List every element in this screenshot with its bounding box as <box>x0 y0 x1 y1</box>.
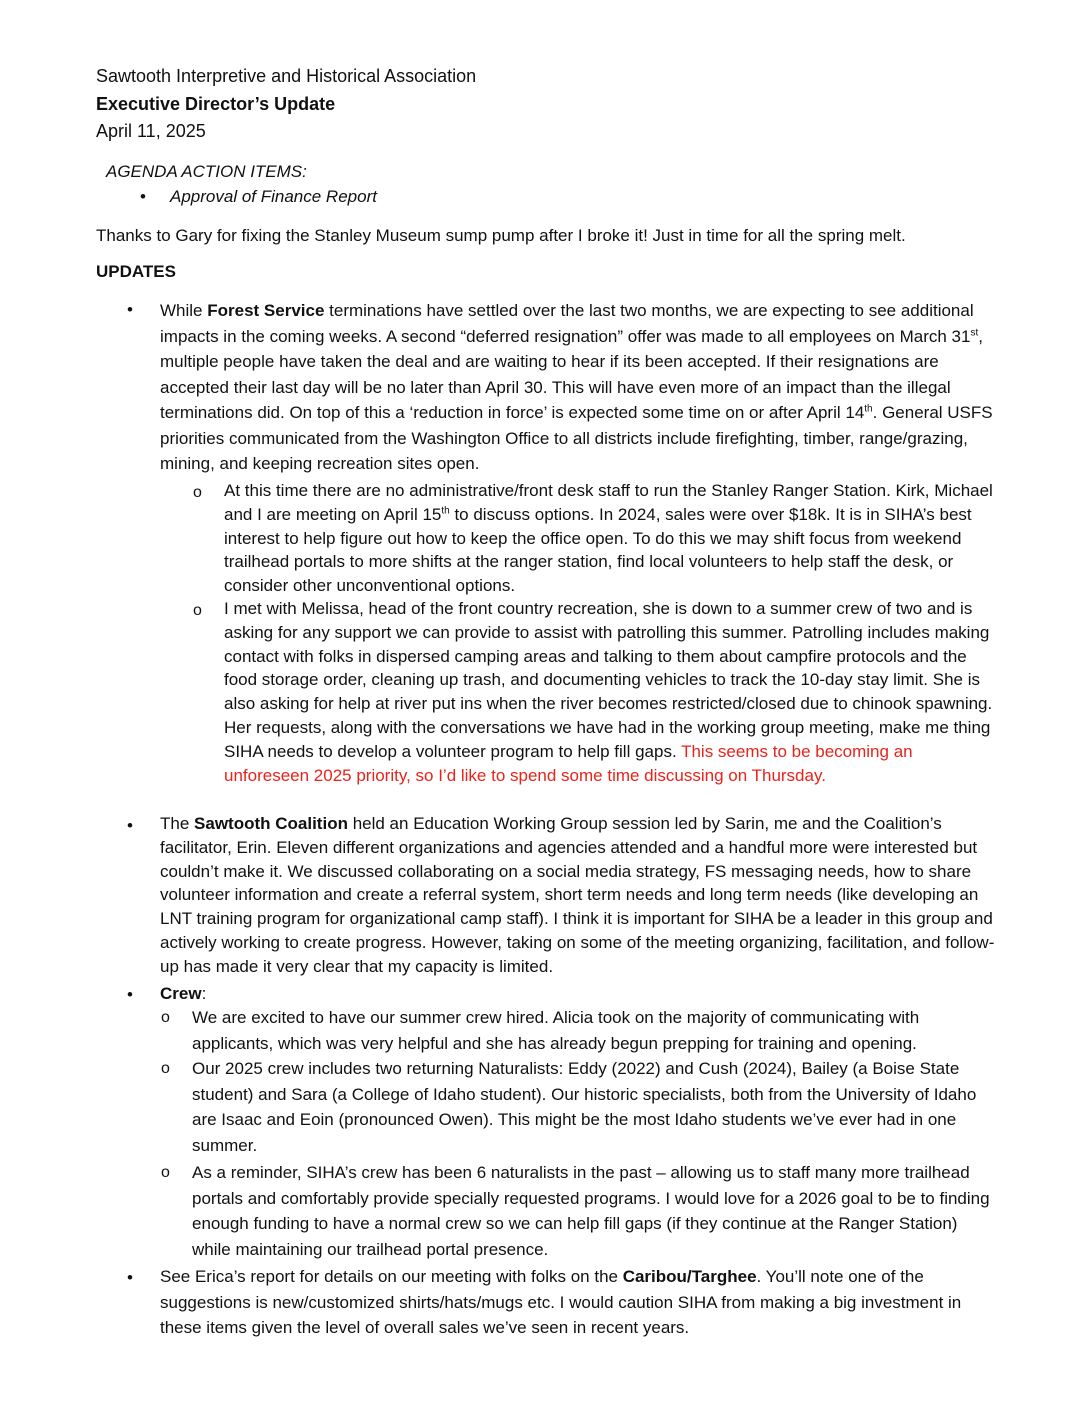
caribou-paragraph <box>160 1264 1000 1341</box>
caribou-label: Caribou/Targhee <box>622 1267 757 1286</box>
coalition-label: Sawtooth Coalition <box>194 814 348 833</box>
bullet-icon: • <box>127 1268 133 1287</box>
circle-bullet-icon: o <box>161 1060 170 1077</box>
text-run: While <box>160 301 208 320</box>
text-run: terminations have settled over the last two months, we are expecting to see additional impacts in the coming weeks. A second “deferred resignation” offer was made to all employees on March 31 <box>160 301 974 346</box>
crew-label: Crew <box>160 984 202 1003</box>
agenda-heading: AGENDA ACTION ITEMS: <box>106 162 307 181</box>
patrolling-paragraph <box>224 597 1000 787</box>
bullet-icon: • <box>140 187 146 206</box>
text-run: to discuss options. In 2024, sales were over $18k. It is in SIHA’s best interest to help figure out how to keep the office open. To do this we may shift focus from weekend trailhead portals to more shifts at the ranger station, find local volunteers to help staff the desk, or consider other unconventional options. <box>224 504 972 596</box>
bullet-icon: • <box>127 300 133 319</box>
thanks-paragraph: Thanks to Gary for fixing the Stanley Museum sump pump after I broke it! Just in time for all the spring melt. <box>96 226 906 245</box>
crew-item: Our 2025 crew includes two returning Naturalists: Eddy (2022) and Cush (2024), Bailey (a Boise State student) and Sara (a College of Idaho student). Our historic specialists, both from the University of Idaho are Isaac and Eoin (pronounced Owen). This might be the most Idaho students we’ve ever had in one summer. <box>192 1059 977 1155</box>
bullet-icon: • <box>127 816 133 835</box>
bullet-icon: • <box>127 985 133 1004</box>
coalition-paragraph <box>160 812 1000 979</box>
priority-note: This seems to be becoming an unforeseen 2025 priority, so I’d like to spend some time discussing on Thursday. <box>224 741 913 785</box>
superscript: st <box>970 326 979 338</box>
updates-heading: UPDATES <box>96 262 176 281</box>
ranger-station-paragraph <box>224 479 1000 598</box>
crew-heading <box>160 981 1000 1007</box>
document-title: Executive Director’s Update <box>96 94 336 114</box>
text-run: See Erica’s report for details on our meeting with folks on the <box>160 1267 623 1286</box>
agenda-item: Approval of Finance Report <box>170 187 377 206</box>
crew-item: We are excited to have our summer crew hired. Alicia took on the majority of communicating with applicants, which was very helpful and she has already begun prepping for training and opening. <box>192 1008 920 1053</box>
circle-bullet-icon: o <box>193 484 202 501</box>
circle-bullet-icon: o <box>161 1164 170 1181</box>
superscript: th <box>864 403 873 415</box>
text-run: . You’ll note one of the suggestions is new/customized shirts/hats/mugs etc. I would caution SIHA from making a big investment in these items given the level of overall sales we’ve seen in recent years. <box>160 1267 962 1337</box>
text-run: , multiple people have taken the deal and are waiting to hear if its been accepted. If their resignations are accepted their last day will be no later than April 30. This will have even more of an impact than the illegal terminations did. On top of this a ‘reduction in force’ is expected some time on or after April 14 <box>160 326 983 422</box>
forest-service-label: Forest Service <box>207 301 325 320</box>
text-run: I met with Melissa, head of the front country recreation, she is down to a summer crew of two and is asking for any support we can provide to assist with patrolling this summer. Patrolling includes making contact with folks in dispersed camping areas and talking to them about campfire protocols and the food storage order, cleaning up trash, and documenting vehicles to track the 10-day stay limit. She is also asking for help at river put ins when the river becomes restricted/closed due to chinook spawning. Her requests, along with the conversations we have had in the working group meeting, make me thing SIHA needs to develop a volunteer program to help fill gaps. <box>224 599 993 761</box>
org-name: Sawtooth Interpretive and Historical Association <box>96 66 477 86</box>
circle-bullet-icon: o <box>161 1009 170 1026</box>
text-run: At this time there are no administrative/front desk staff to run the Stanley Ranger Station. Kirk, Michael and I are meeting on April 15 <box>224 481 993 524</box>
superscript: th <box>441 505 450 517</box>
forest-service-paragraph <box>160 298 1000 477</box>
text-run: The <box>160 814 195 833</box>
circle-bullet-icon: o <box>193 602 202 619</box>
text-run: : <box>201 984 207 1003</box>
crew-item: As a reminder, SIHA’s crew has been 6 naturalists in the past – allowing us to staff many more trailhead portals and comfortably provide specially requested programs. I would love for a 2026 goal to be to finding enough funding to have a normal crew so we can help fill gaps (if they continue at the Ranger Station) while maintaining our trailhead portal presence. <box>192 1163 990 1259</box>
text-run: . General USFS priorities communicated from the Washington Office to all districts include firefighting, timber, range/grazing, mining, and keeping recreation sites open. <box>160 403 993 473</box>
document-date: April 11, 2025 <box>96 121 206 141</box>
text-run: held an Education Working Group session led by Sarin, me and the Coalition’s facilitator, Erin. Eleven different organizations and agencies attended and a handful more were interested but couldn’t make it. We discussed collaborating on a social media strategy, FS messaging needs, how to share volunteer information and create a referral system, short term needs and long term needs (like developing an LNT training program for organizational camp staff). I think it is important for SIHA be a leader in this group and actively working to create progress. However, taking on some of the meeting organizing, facilitation, and follow-up has made it very clear that my capacity is limited. <box>160 814 995 976</box>
